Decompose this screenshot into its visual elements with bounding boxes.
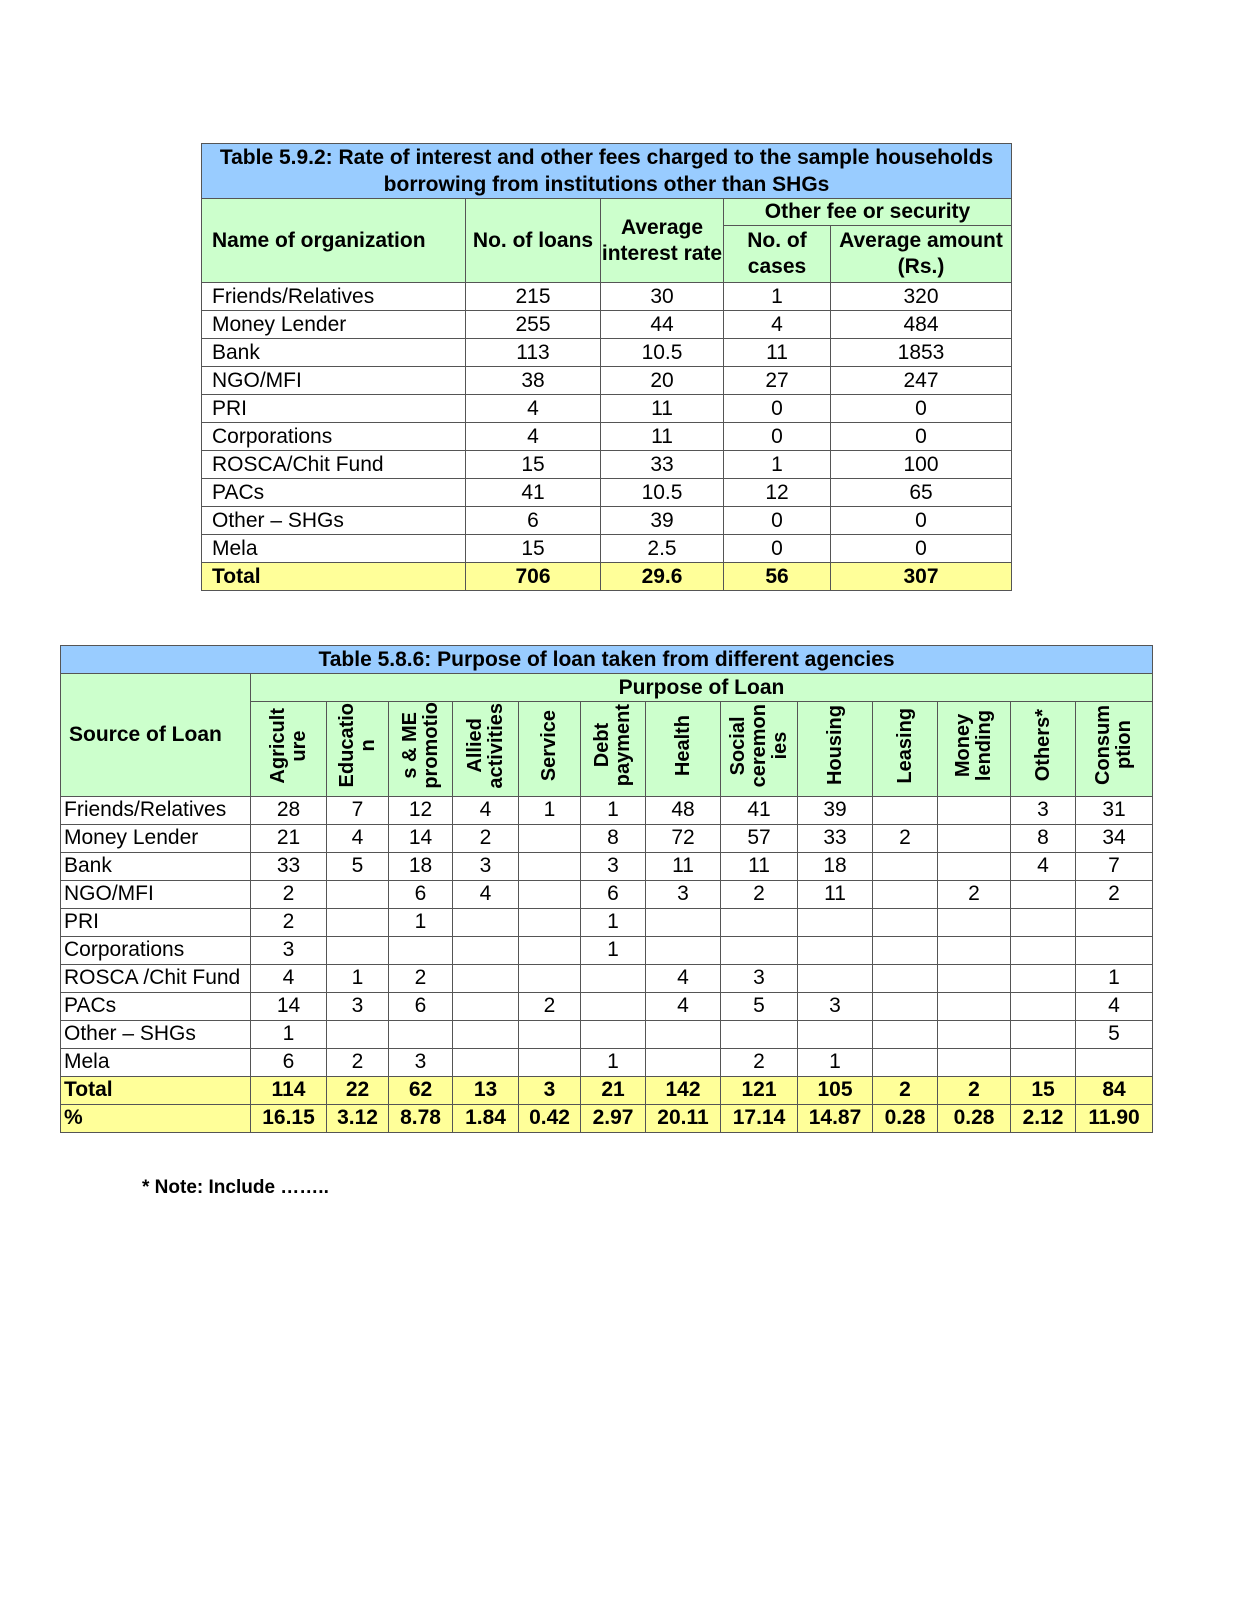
cell: 2	[251, 880, 327, 908]
cell: 1	[724, 283, 831, 311]
cell	[798, 908, 873, 936]
cell	[519, 852, 581, 880]
cell	[453, 964, 519, 992]
header-source: Source of Loan	[61, 674, 251, 797]
cell: 2	[519, 992, 581, 1020]
cell: 14.87	[798, 1104, 873, 1132]
cell: 100	[831, 451, 1012, 479]
cell: 41	[466, 479, 601, 507]
cell: 2	[453, 824, 519, 852]
table-row	[61, 852, 1153, 880]
row-label: Friends/Relatives	[202, 283, 466, 311]
cell	[1011, 936, 1076, 964]
cell: 15	[466, 451, 601, 479]
cell	[453, 936, 519, 964]
cell: 4	[327, 824, 389, 852]
cell	[453, 992, 519, 1020]
purpose-column-header	[1076, 702, 1153, 797]
cell	[519, 1020, 581, 1048]
cell: 11	[724, 339, 831, 367]
cell: 18	[389, 852, 453, 880]
column-label: Others*	[1031, 709, 1054, 782]
cell: 3	[646, 880, 721, 908]
cell: 1	[251, 1020, 327, 1048]
cell: 11	[646, 852, 721, 880]
table-row	[61, 964, 1153, 992]
cell	[873, 852, 938, 880]
cell	[938, 824, 1011, 852]
cell: 14	[389, 824, 453, 852]
table-row	[61, 824, 1153, 852]
cell: 5	[1076, 1020, 1153, 1048]
cell: 38	[466, 367, 601, 395]
cell	[327, 908, 389, 936]
cell: 4	[466, 395, 601, 423]
column-label: Service	[538, 709, 560, 781]
table-row	[202, 563, 1012, 591]
cell: 5	[327, 852, 389, 880]
cell: 0	[724, 423, 831, 451]
cell	[873, 964, 938, 992]
cell: 0	[724, 395, 831, 423]
purpose-column-header	[721, 702, 798, 797]
cell	[938, 1020, 1011, 1048]
cell: 22	[327, 1076, 389, 1104]
table-row	[61, 880, 1153, 908]
purpose-column-header	[873, 702, 938, 797]
table-row	[61, 796, 1153, 824]
cell	[938, 908, 1011, 936]
purpose-column-header	[519, 702, 581, 797]
cell: 2	[251, 908, 327, 936]
cell: 3.12	[327, 1104, 389, 1132]
header-rate: Average interest rate	[601, 199, 724, 283]
row-label: Total	[61, 1076, 251, 1104]
row-label: Total	[202, 563, 466, 591]
table2-title: Table 5.8.6: Purpose of loan taken from different agencies	[61, 646, 1153, 674]
cell: 30	[601, 283, 724, 311]
row-label: ROSCA/Chit Fund	[202, 451, 466, 479]
cell: 2.5	[601, 535, 724, 563]
row-label: Corporations	[202, 423, 466, 451]
table-row	[61, 1104, 1153, 1132]
cell: 14	[251, 992, 327, 1020]
row-label: PRI	[61, 908, 251, 936]
cell: 4	[453, 796, 519, 824]
cell	[519, 964, 581, 992]
cell	[646, 936, 721, 964]
cell: 3	[721, 964, 798, 992]
loan-purpose-table	[60, 645, 1153, 1133]
cell: 1	[724, 451, 831, 479]
cell	[721, 1020, 798, 1048]
cell: 6	[581, 880, 646, 908]
cell: 2	[389, 964, 453, 992]
row-label: NGO/MFI	[202, 367, 466, 395]
cell: 33	[251, 852, 327, 880]
cell: 1	[581, 908, 646, 936]
table-row	[61, 992, 1153, 1020]
cell: 6	[389, 992, 453, 1020]
cell	[1011, 908, 1076, 936]
row-label: PACs	[61, 992, 251, 1020]
cell	[519, 824, 581, 852]
column-label: s & ME promotio	[398, 702, 442, 789]
cell: 29.6	[601, 563, 724, 591]
cell	[327, 880, 389, 908]
cell: 56	[724, 563, 831, 591]
cell: 3	[581, 852, 646, 880]
cell	[1011, 880, 1076, 908]
cell: 10.5	[601, 479, 724, 507]
column-label: Money lending	[952, 709, 995, 781]
column-label: Agricult ure	[266, 707, 310, 784]
cell: 11	[721, 852, 798, 880]
cell: 4	[453, 880, 519, 908]
cell: 114	[251, 1076, 327, 1104]
table-row	[61, 1048, 1153, 1076]
purpose-column-header	[938, 702, 1011, 797]
cell: 15	[466, 535, 601, 563]
cell: 4	[466, 423, 601, 451]
cell: 72	[646, 824, 721, 852]
purpose-column-header	[251, 702, 327, 797]
header-cases: No. of cases	[724, 226, 831, 283]
cell: 247	[831, 367, 1012, 395]
cell	[389, 936, 453, 964]
column-label: Health	[671, 714, 694, 776]
cell	[646, 1048, 721, 1076]
cell	[519, 1048, 581, 1076]
cell: 2	[938, 880, 1011, 908]
row-label: Corporations	[61, 936, 251, 964]
cell: 1	[519, 796, 581, 824]
cell: 0.42	[519, 1104, 581, 1132]
cell: 3	[798, 992, 873, 1020]
cell: 84	[1076, 1076, 1153, 1104]
cell: 28	[251, 796, 327, 824]
cell: 255	[466, 311, 601, 339]
purpose-column-header	[327, 702, 389, 797]
cell	[453, 908, 519, 936]
row-label: PRI	[202, 395, 466, 423]
cell: 2.12	[1011, 1104, 1076, 1132]
table-row	[202, 535, 1012, 563]
cell	[1076, 908, 1153, 936]
table-row	[202, 507, 1012, 535]
table-row	[202, 479, 1012, 507]
cell	[581, 1020, 646, 1048]
cell: 121	[721, 1076, 798, 1104]
purpose-column-header	[389, 702, 453, 797]
cell	[721, 936, 798, 964]
cell: 16.15	[251, 1104, 327, 1132]
row-label: ROSCA /Chit Fund	[61, 964, 251, 992]
cell: 21	[251, 824, 327, 852]
table1-title: Table 5.9.2: Rate of interest and other fees charged to the sample households borrowing from institutions other than SHGs	[202, 144, 1012, 199]
cell: 0.28	[873, 1104, 938, 1132]
cell	[873, 1048, 938, 1076]
cell: 2	[1076, 880, 1153, 908]
header-purpose: Purpose of Loan	[251, 674, 1153, 702]
cell: 3	[389, 1048, 453, 1076]
table-row	[61, 936, 1153, 964]
cell	[453, 1048, 519, 1076]
cell: 0	[831, 535, 1012, 563]
cell	[1076, 1048, 1153, 1076]
cell: 33	[601, 451, 724, 479]
cell	[938, 1048, 1011, 1076]
cell: 27	[724, 367, 831, 395]
cell	[938, 964, 1011, 992]
cell: 4	[251, 964, 327, 992]
purpose-column-header	[646, 702, 721, 797]
cell: 4	[724, 311, 831, 339]
table-row	[202, 451, 1012, 479]
purpose-column-header	[453, 702, 519, 797]
cell: 21	[581, 1076, 646, 1104]
cell	[798, 936, 873, 964]
cell: 706	[466, 563, 601, 591]
cell	[1011, 1048, 1076, 1076]
cell: 2	[327, 1048, 389, 1076]
cell: 0.28	[938, 1104, 1011, 1132]
cell: 4	[1011, 852, 1076, 880]
row-label: NGO/MFI	[61, 880, 251, 908]
cell: 48	[646, 796, 721, 824]
cell: 41	[721, 796, 798, 824]
cell: 17.14	[721, 1104, 798, 1132]
purpose-column-header	[581, 702, 646, 797]
row-label: Other – SHGs	[61, 1020, 251, 1048]
cell: 1	[327, 964, 389, 992]
row-label: Mela	[202, 535, 466, 563]
cell: 12	[389, 796, 453, 824]
cell: 15	[1011, 1076, 1076, 1104]
cell: 6	[389, 880, 453, 908]
cell: 8	[581, 824, 646, 852]
header-name: Name of organization	[202, 199, 466, 283]
cell: 0	[831, 423, 1012, 451]
column-label: Social ceremon ies	[726, 703, 791, 788]
cell	[581, 992, 646, 1020]
cell	[581, 964, 646, 992]
cell	[327, 936, 389, 964]
header-amount: Average amount (Rs.)	[831, 226, 1012, 283]
cell: 11	[798, 880, 873, 908]
cell: 44	[601, 311, 724, 339]
column-label: Allied activities	[463, 702, 507, 789]
cell	[519, 880, 581, 908]
cell: 484	[831, 311, 1012, 339]
cell: 39	[798, 796, 873, 824]
cell: 3	[519, 1076, 581, 1104]
row-label: Mela	[61, 1048, 251, 1076]
cell	[519, 936, 581, 964]
cell: 65	[831, 479, 1012, 507]
cell: 20	[601, 367, 724, 395]
cell: 7	[1076, 852, 1153, 880]
column-label: Consum ption	[1092, 705, 1136, 786]
cell: 3	[251, 936, 327, 964]
cell: 142	[646, 1076, 721, 1104]
cell	[1076, 936, 1153, 964]
cell	[938, 852, 1011, 880]
cell: 307	[831, 563, 1012, 591]
cell: 105	[798, 1076, 873, 1104]
cell: 10.5	[601, 339, 724, 367]
cell	[646, 908, 721, 936]
cell: 11	[601, 423, 724, 451]
cell: 2	[938, 1076, 1011, 1104]
cell: 4	[646, 964, 721, 992]
cell: 1	[581, 936, 646, 964]
table-row	[202, 395, 1012, 423]
cell: 39	[601, 507, 724, 535]
cell	[938, 796, 1011, 824]
cell	[938, 936, 1011, 964]
cell: 62	[389, 1076, 453, 1104]
cell: 1	[581, 796, 646, 824]
cell: 3	[1011, 796, 1076, 824]
cell: 1853	[831, 339, 1012, 367]
row-label: Other – SHGs	[202, 507, 466, 535]
cell	[873, 1020, 938, 1048]
cell: 4	[646, 992, 721, 1020]
cell: 33	[798, 824, 873, 852]
table-row	[61, 1020, 1153, 1048]
cell: 57	[721, 824, 798, 852]
cell: 13	[453, 1076, 519, 1104]
cell	[1011, 992, 1076, 1020]
column-label: Debt payment	[591, 704, 634, 787]
table-row	[202, 283, 1012, 311]
cell: 8	[1011, 824, 1076, 852]
table-row	[61, 1076, 1153, 1104]
cell: 31	[1076, 796, 1153, 824]
cell: 0	[831, 507, 1012, 535]
cell	[327, 1020, 389, 1048]
cell: 1	[581, 1048, 646, 1076]
cell	[873, 992, 938, 1020]
cell: 2	[873, 824, 938, 852]
column-label: Leasing	[893, 707, 916, 784]
purpose-column-header	[798, 702, 873, 797]
cell: 2	[721, 1048, 798, 1076]
cell	[798, 1020, 873, 1048]
cell: 6	[466, 507, 601, 535]
cell	[453, 1020, 519, 1048]
cell: 2	[873, 1076, 938, 1104]
table-row	[202, 367, 1012, 395]
cell: 6	[251, 1048, 327, 1076]
table-row	[202, 423, 1012, 451]
row-label: Bank	[202, 339, 466, 367]
cell: 1	[389, 908, 453, 936]
cell: 215	[466, 283, 601, 311]
cell: 113	[466, 339, 601, 367]
cell: 1	[798, 1048, 873, 1076]
cell	[1011, 1020, 1076, 1048]
cell: 4	[1076, 992, 1153, 1020]
cell: 2.97	[581, 1104, 646, 1132]
cell	[873, 796, 938, 824]
table-row	[202, 339, 1012, 367]
row-label: PACs	[202, 479, 466, 507]
interest-rate-table	[201, 143, 1012, 591]
cell: 7	[327, 796, 389, 824]
cell	[798, 964, 873, 992]
cell	[873, 880, 938, 908]
table-note: * Note: Include ……..	[142, 1177, 329, 1198]
cell: 34	[1076, 824, 1153, 852]
cell	[389, 1020, 453, 1048]
cell	[721, 908, 798, 936]
row-label: Money Lender	[202, 311, 466, 339]
cell: 12	[724, 479, 831, 507]
table-row	[61, 908, 1153, 936]
row-label: Money Lender	[61, 824, 251, 852]
column-label: Educatio n	[335, 703, 379, 788]
row-label: Friends/Relatives	[61, 796, 251, 824]
cell: 20.11	[646, 1104, 721, 1132]
cell: 2	[721, 880, 798, 908]
cell	[646, 1020, 721, 1048]
cell: 1.84	[453, 1104, 519, 1132]
header-other-fee: Other fee or security	[724, 199, 1012, 226]
cell: 3	[327, 992, 389, 1020]
header-loans: No. of loans	[466, 199, 601, 283]
cell: 18	[798, 852, 873, 880]
row-label: %	[61, 1104, 251, 1132]
cell: 3	[453, 852, 519, 880]
cell: 1	[1076, 964, 1153, 992]
cell: 11	[601, 395, 724, 423]
cell: 8.78	[389, 1104, 453, 1132]
cell: 5	[721, 992, 798, 1020]
row-label: Bank	[61, 852, 251, 880]
cell: 0	[724, 507, 831, 535]
purpose-column-header	[1011, 702, 1076, 797]
table-row	[202, 311, 1012, 339]
cell	[873, 908, 938, 936]
cell	[1011, 964, 1076, 992]
column-label: Housing	[823, 705, 846, 786]
cell	[938, 992, 1011, 1020]
cell	[873, 936, 938, 964]
cell: 0	[831, 395, 1012, 423]
cell: 11.90	[1076, 1104, 1153, 1132]
cell: 0	[724, 535, 831, 563]
cell	[519, 908, 581, 936]
cell: 320	[831, 283, 1012, 311]
